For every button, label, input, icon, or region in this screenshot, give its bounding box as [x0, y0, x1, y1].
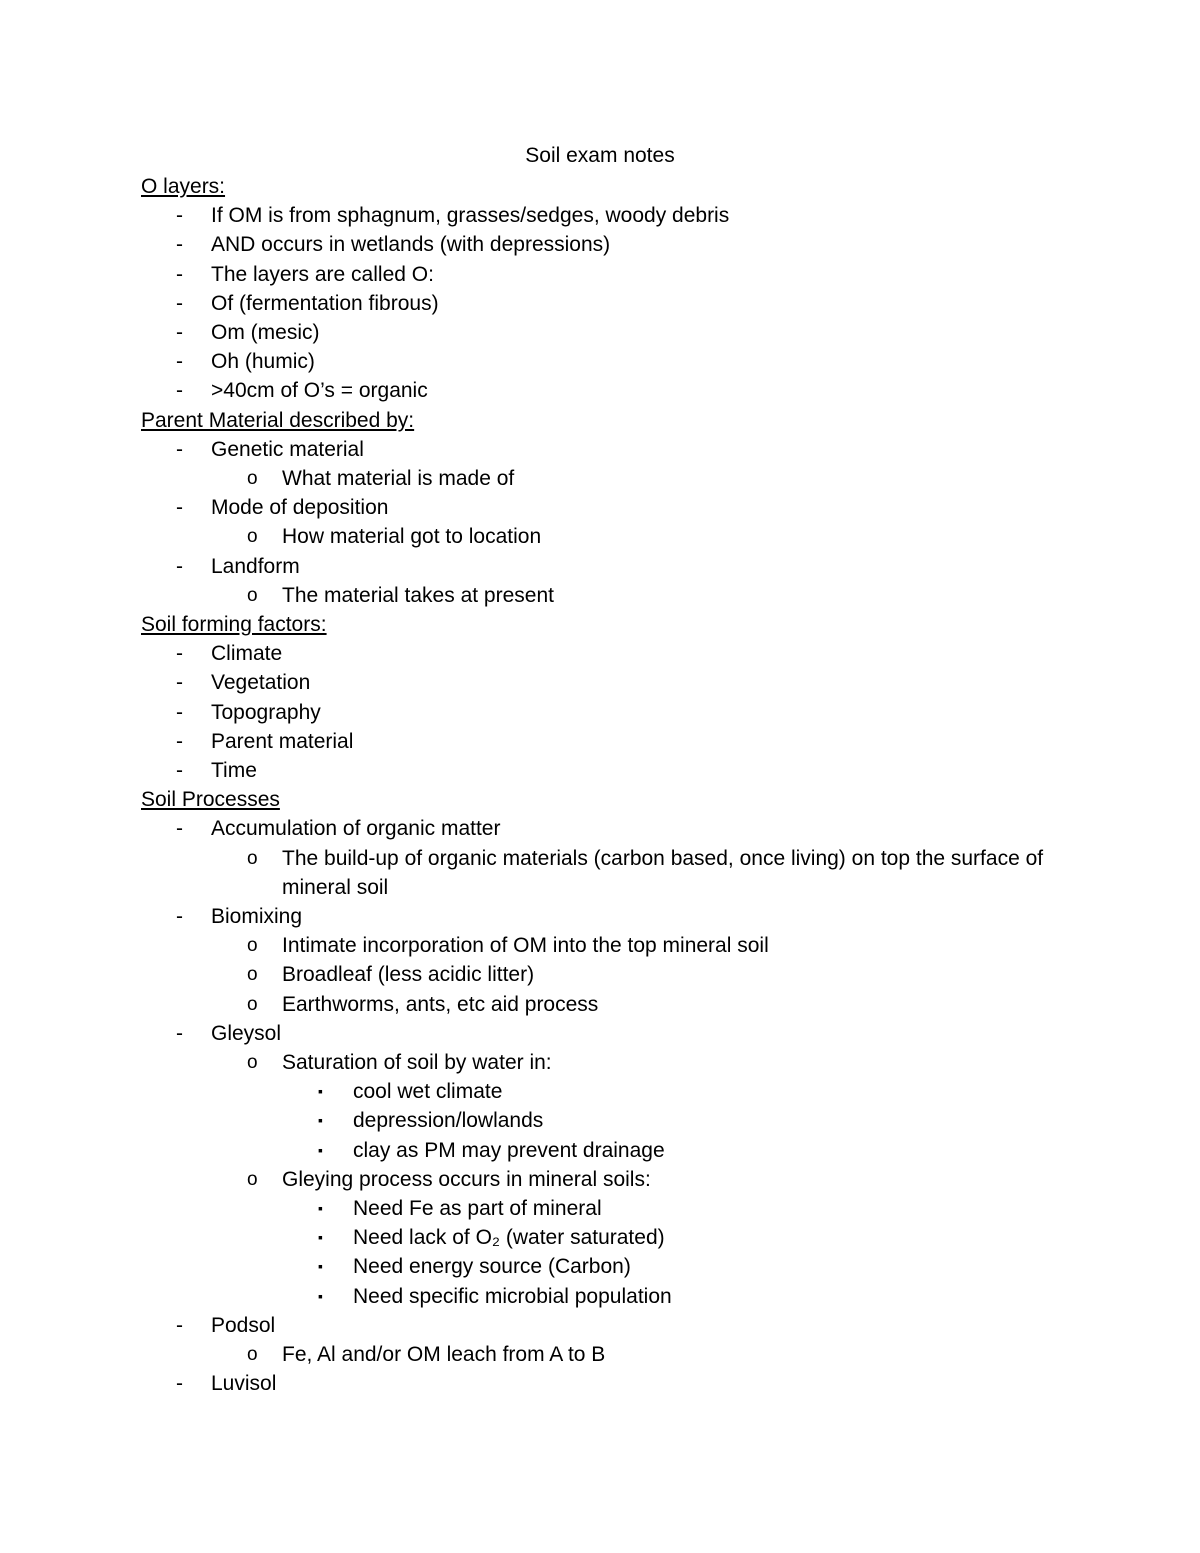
list-item-text: What material is made of [282, 467, 515, 490]
list-item-text: Landform [211, 554, 300, 578]
list-item [141, 814, 1061, 843]
list-item-text: Gleying process occurs in mineral soils: [282, 1167, 651, 1191]
list-item [141, 435, 1061, 464]
circle-bullet-icon: o [247, 1052, 258, 1074]
section-heading: Soil forming factors: [141, 613, 327, 637]
list-item-text: Saturation of soil by water in: [282, 1051, 552, 1075]
list-item-text: cool wet climate [353, 1080, 503, 1104]
list-item [141, 1106, 1061, 1135]
list-item-text: Need specific microbial population [353, 1284, 672, 1308]
list-item-text: Om (mesic) [211, 321, 320, 344]
dash-bullet-icon: - [176, 817, 183, 841]
dash-bullet-icon: - [176, 291, 183, 315]
circle-bullet-icon: o [247, 847, 258, 869]
dash-bullet-icon: - [176, 437, 183, 461]
list-item-text: depression/lowlands [353, 1109, 544, 1133]
list-item-text: Time [211, 759, 257, 783]
list-item [141, 960, 1061, 989]
list-item-text: Genetic material [211, 437, 364, 461]
list-item-text: Need energy source (Carbon) [353, 1255, 631, 1279]
circle-bullet-icon: o [247, 1344, 258, 1366]
dash-bullet-icon: - [176, 321, 183, 344]
list-item [141, 1252, 1061, 1281]
list-item-text: Fe, Al and/or OM leach from A to B [282, 1343, 606, 1367]
square-bullet-icon: ▪ [318, 1200, 323, 1217]
list-item [141, 698, 1061, 727]
list-item [141, 990, 1061, 1019]
list-item [141, 552, 1061, 581]
square-bullet-icon: ▪ [318, 1112, 323, 1129]
list-item-text: Need lack of O₂ (water saturated) [353, 1226, 665, 1250]
list-item [141, 727, 1061, 756]
document-content [141, 172, 1061, 1398]
list-item-text: The material takes at present [282, 583, 554, 607]
section-heading: O layers: [141, 175, 226, 198]
list-item [141, 347, 1061, 376]
circle-bullet-icon: o [247, 584, 258, 606]
list-item-text: clay as PM may prevent drainage [353, 1138, 665, 1162]
list-item [141, 902, 1061, 931]
list-item-text: Luvisol [211, 1372, 277, 1396]
list-item [141, 1019, 1061, 1048]
list-item [141, 1282, 1061, 1311]
list-item-text: Intimate incorporation of OM into the top mineral soil [282, 934, 769, 958]
dash-bullet-icon: - [176, 204, 183, 228]
dash-bullet-icon: - [176, 350, 183, 374]
list-item [141, 1077, 1061, 1106]
dash-bullet-icon: - [176, 379, 183, 403]
list-item [141, 522, 1061, 551]
list-item-text: Oh (humic) [211, 350, 315, 374]
list-item-text: Broadleaf (less acidic litter) [282, 963, 535, 987]
list-item-text: AND occurs in wetlands (with depressions) [211, 233, 611, 257]
list-item-text: Accumulation of organic matter [211, 817, 501, 841]
list-item [141, 668, 1061, 697]
circle-bullet-icon: o [247, 526, 258, 548]
list-item [141, 1369, 1061, 1398]
dash-bullet-icon: - [176, 700, 183, 724]
document-title: Soil exam notes [525, 144, 675, 167]
square-bullet-icon: ▪ [318, 1287, 323, 1304]
list-item-text: The build-up of organic materials (carbon based, once living) on top the surface of mineral soil [282, 846, 1044, 899]
list-item [141, 581, 1061, 610]
list-item-text: Podsol [211, 1313, 276, 1337]
list-item [141, 1311, 1061, 1340]
dash-bullet-icon: - [176, 1372, 183, 1396]
list-item [141, 318, 1061, 347]
dash-bullet-icon: - [176, 671, 183, 695]
list-item [141, 376, 1061, 405]
section-heading: Parent Material described by: [141, 408, 415, 432]
square-bullet-icon: ▪ [318, 1229, 323, 1246]
list-item-text: Earthworms, ants, etc aid process [282, 992, 599, 1016]
list-item [141, 844, 1061, 902]
list-item [141, 464, 1061, 493]
square-bullet-icon: ▪ [318, 1258, 323, 1275]
circle-bullet-icon: o [247, 1168, 258, 1190]
list-item-text: If OM is from sphagnum, grasses/sedges, woody debris [211, 204, 730, 228]
dash-bullet-icon: - [176, 905, 183, 929]
list-item [141, 639, 1061, 668]
square-bullet-icon: ▪ [318, 1083, 323, 1100]
list-item [141, 1194, 1061, 1223]
dash-bullet-icon: - [176, 1313, 183, 1337]
list-item [141, 1223, 1061, 1252]
dash-bullet-icon: - [176, 233, 183, 257]
list-item-text: Parent material [211, 729, 354, 753]
list-item [141, 230, 1061, 259]
list-item-text: >40cm of O’s = organic [211, 379, 428, 403]
list-item [141, 1340, 1061, 1369]
list-item-text: Of (fermentation fibrous) [211, 291, 439, 315]
list-item-text: Gleysol [211, 1021, 282, 1045]
circle-bullet-icon: o [247, 468, 258, 489]
dash-bullet-icon: - [176, 262, 183, 286]
dash-bullet-icon: - [176, 642, 183, 666]
list-item-text: Climate [211, 642, 283, 666]
list-item-text: Mode of deposition [211, 496, 389, 520]
list-item-text: The layers are called O: [211, 262, 434, 286]
list-item [141, 289, 1061, 318]
list-item-text: Topography [211, 700, 321, 724]
list-item [141, 1165, 1061, 1194]
list-item [141, 260, 1061, 289]
list-item-text: Vegetation [211, 671, 311, 695]
dash-bullet-icon: - [176, 1021, 183, 1045]
dash-bullet-icon: - [176, 496, 183, 520]
list-item-text: Need Fe as part of mineral [353, 1197, 602, 1221]
list-item [141, 1048, 1061, 1077]
square-bullet-icon: ▪ [318, 1141, 323, 1158]
list-item [141, 931, 1061, 960]
circle-bullet-icon: o [247, 993, 258, 1015]
dash-bullet-icon: - [176, 554, 183, 578]
list-item [141, 201, 1061, 230]
list-item-text: Biomixing [211, 905, 303, 929]
list-item-text: How material got to location [282, 525, 542, 549]
list-item [141, 493, 1061, 522]
dash-bullet-icon: - [176, 759, 183, 783]
circle-bullet-icon: o [247, 964, 258, 986]
list-item [141, 1136, 1061, 1165]
dash-bullet-icon: - [176, 729, 183, 753]
circle-bullet-icon: o [247, 935, 258, 957]
section-heading: Soil Processes [141, 788, 280, 812]
list-item [141, 756, 1061, 785]
